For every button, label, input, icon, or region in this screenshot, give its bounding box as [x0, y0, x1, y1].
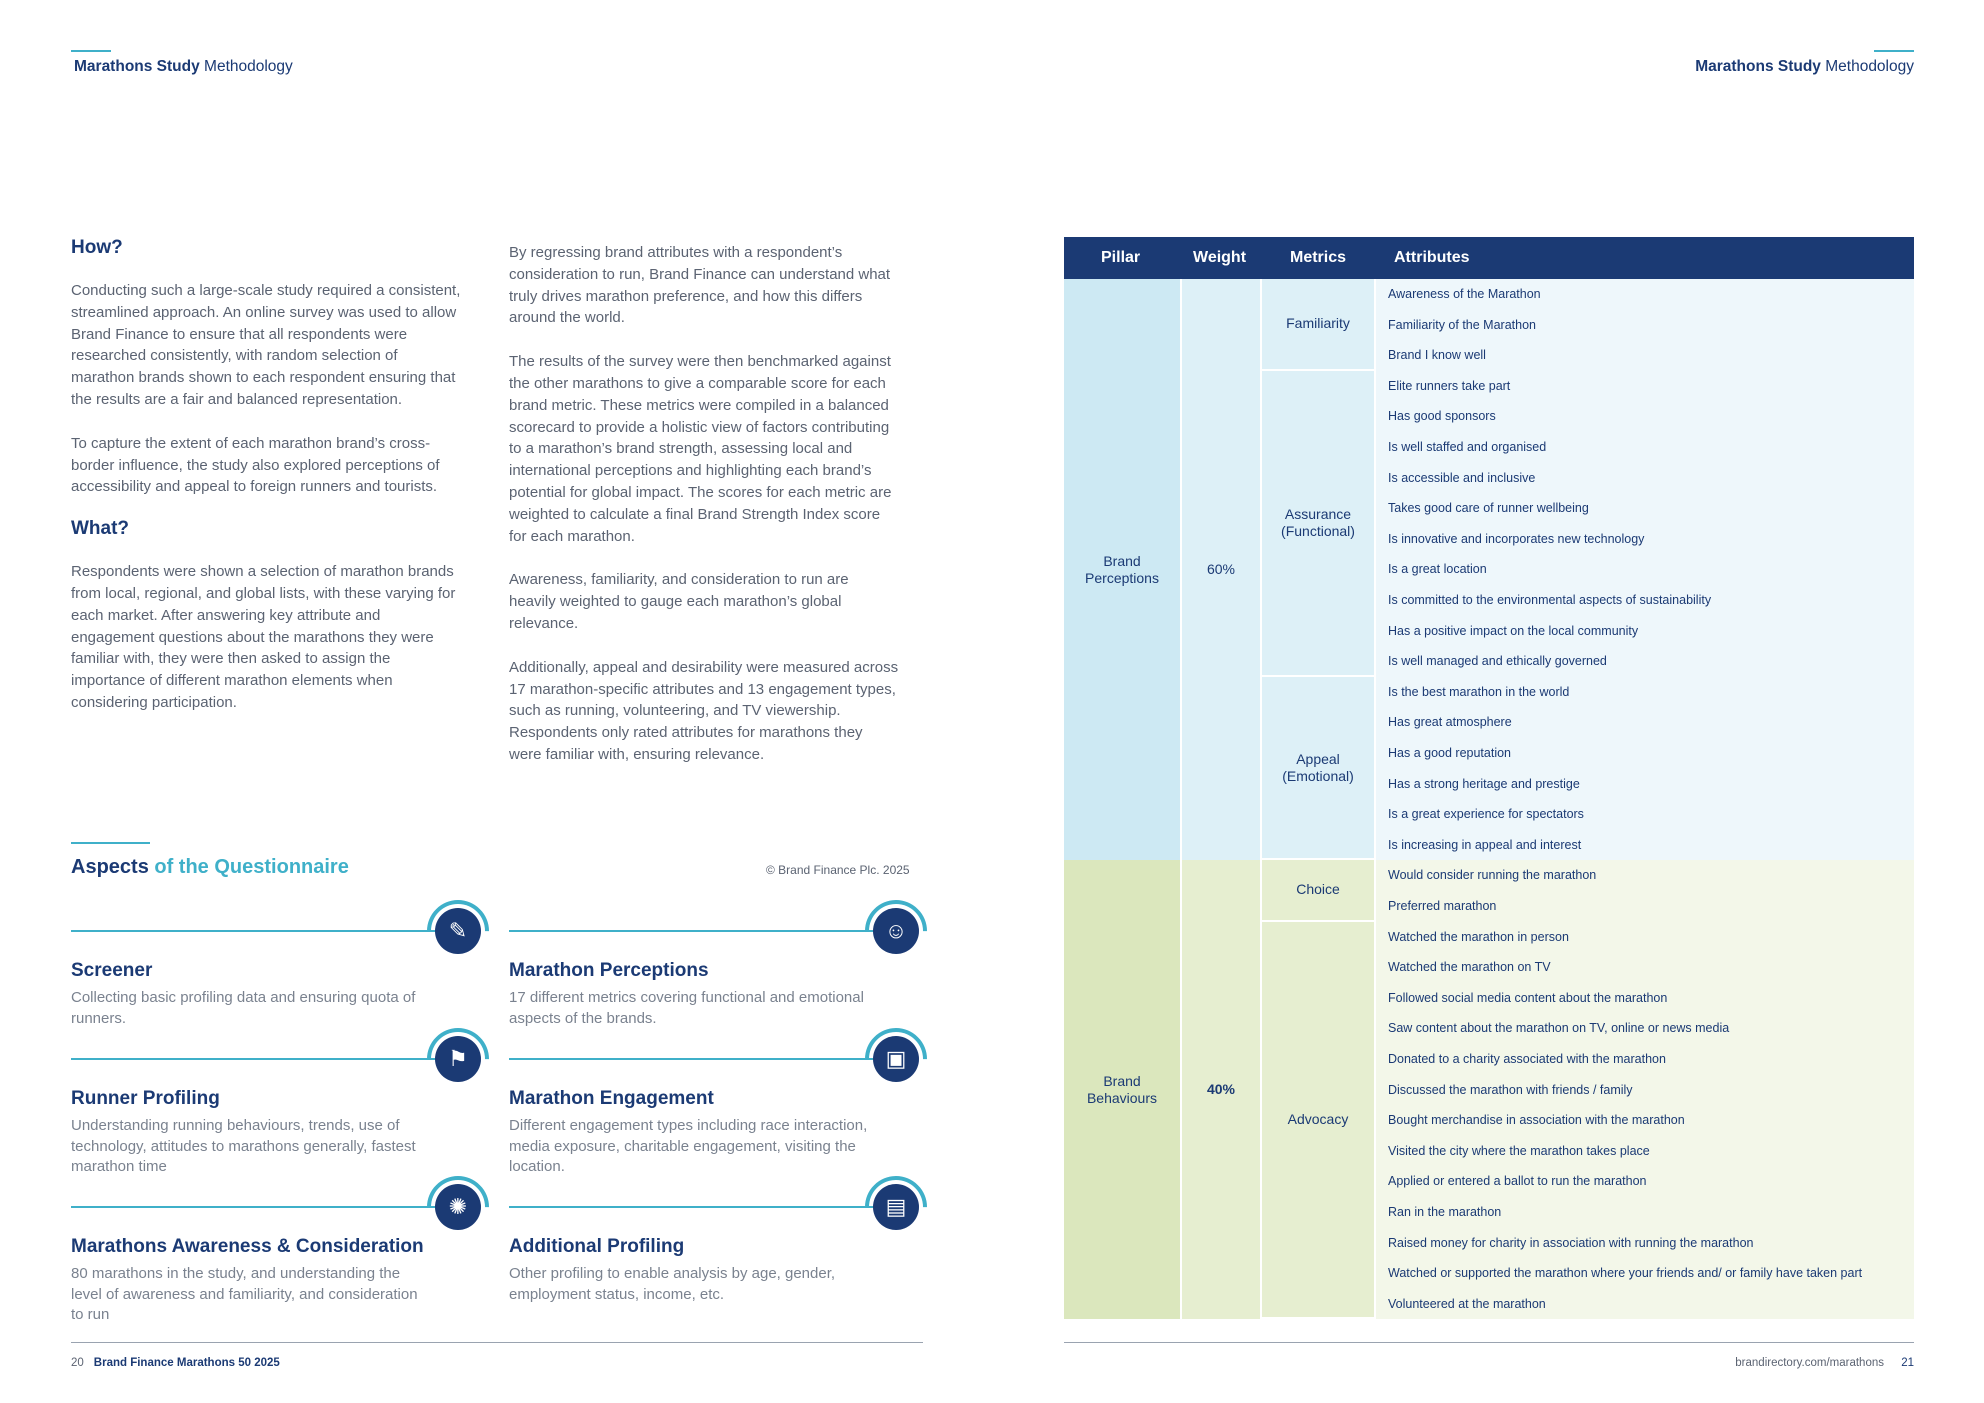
attribute-list: [1376, 922, 1914, 1320]
method-paragraph-2: The results of the survey were then benchmarked against the other marathons to give a comparable score for each brand metric. These metrics were compiled in a balanced scorecard to provide a holistic view of factors contributing to a marathon’s brand strength, assessing local and international perceptions and highlighting each brand’s potential for global impact. The scores for each metric are weighted to calculate a final Brand Strength Index score for each marathon.: [509, 353, 892, 545]
aspect-title: Marathons Awareness & Consideration: [71, 1236, 424, 1257]
aspect-title: Runner Profiling: [71, 1088, 220, 1109]
attribute-row: Ran in the marathon: [1388, 1204, 1502, 1219]
what-paragraph-1: Respondents were shown a selection of marathon brands from local, regional, and global lists, with these varying for each market. After answering key attribute and engagement questions about the marathons they were familiar with, they were then asked to assign the importance of different marathon elements when considering participation.: [71, 563, 456, 711]
attribute-row: Has great atmosphere: [1388, 715, 1512, 730]
aspect-description: Other profiling to enable analysis by age, gender, employment status, income, etc.: [509, 1265, 836, 1303]
aspect-description: Understanding running behaviours, trends, use of technology, attitudes to marathons generally, fastest marathon time: [71, 1117, 416, 1175]
page-header-right: [1695, 58, 1914, 76]
clipboard-icon: ✎: [435, 908, 481, 954]
attribute-list: [1376, 860, 1914, 921]
attribute-row: Has a strong heritage and prestige: [1388, 776, 1580, 791]
attribute-row: Is accessible and inclusive: [1388, 470, 1536, 485]
metric-cell: Familiarity: [1262, 279, 1374, 369]
aspect-title: Marathon Perceptions: [509, 960, 709, 981]
attribute-row: Has good sponsors: [1388, 409, 1496, 424]
header-pillar: Pillar: [1101, 249, 1141, 266]
attribute-row: Saw content about the marathon on TV, online or news media: [1388, 1021, 1730, 1036]
attribute-row: Discussed the marathon with friends / family: [1388, 1082, 1633, 1097]
aspect-rule: [71, 930, 447, 932]
publication-title: Brand Finance Marathons 50 2025: [93, 1357, 280, 1369]
aspects-title-bold: Aspects: [71, 856, 149, 878]
tv-icon: ▣: [873, 1036, 919, 1082]
table-header: [1064, 237, 1914, 279]
attribute-row: Takes good care of runner wellbeing: [1388, 501, 1589, 516]
page-number-right: 21: [1901, 1357, 1914, 1369]
what-heading: What?: [71, 518, 130, 540]
header-metrics: Metrics: [1290, 249, 1347, 266]
attribute-row: Familiarity of the Marathon: [1388, 317, 1536, 332]
lightbulb-icon: ✺: [435, 1184, 481, 1230]
weight-cell: 60%: [1182, 279, 1260, 860]
metric-cell: Appeal (Emotional): [1262, 677, 1374, 859]
attribute-row: Is increasing in appeal and interest: [1388, 837, 1582, 852]
attribute-row: Would consider running the marathon: [1388, 868, 1597, 883]
page-number-left: 20: [71, 1357, 84, 1369]
method-paragraph-4: Additionally, appeal and desirability were measured across 17 marathon-specific attributes and 13 engagement types, such as running, volunteering, and TV viewership. Respondents only rated attributes for marathons they were familiar with, ensuring relevance.: [509, 658, 899, 763]
attribute-row: Is the best marathon in the world: [1388, 684, 1570, 699]
attribute-row: Is a great location: [1388, 562, 1487, 577]
aspect-title: Additional Profiling: [509, 1236, 685, 1257]
method-paragraph-1: By regressing brand attributes with a respondent’s consideration to run, Brand Finance can understand what truly drives marathon preference, and how this differs around the world.: [509, 244, 891, 327]
text-column-middle: [509, 242, 899, 788]
how-paragraph-2: To capture the extent of each marathon brand’s cross-border influence, the study also explored perceptions of accessibility and appeal to foreign runners and tourists.: [71, 434, 440, 496]
aspects-title: [71, 856, 349, 879]
running-shoe-icon: ⚑: [435, 1036, 481, 1082]
pillar-cell: Brand Behaviours: [1064, 860, 1180, 1319]
attribute-row: Elite runners take part: [1388, 378, 1511, 393]
text-column-left: [71, 237, 461, 736]
attribute-row: Is well managed and ethically governed: [1388, 654, 1607, 669]
aspect-title: Screener: [71, 960, 153, 981]
attribute-row: Raised money for charity in association with running the marathon: [1388, 1235, 1754, 1250]
footer-left: [71, 1357, 280, 1369]
aspect-rule: [509, 1206, 885, 1208]
header-attributes: Attributes: [1394, 249, 1470, 266]
aspects-accent-bar: [71, 842, 150, 844]
footer-right: [1735, 1357, 1914, 1369]
footer-rule-right: [1064, 1342, 1914, 1343]
header-bold: Marathons Study: [74, 58, 200, 75]
header-light: Methodology: [204, 58, 293, 75]
attribute-row: Is well staffed and organised: [1388, 439, 1547, 454]
method-paragraph-3: Awareness, familiarity, and consideration to run are heavily weighted to gauge each marathon’s global relevance.: [509, 571, 849, 632]
attribute-row: Is a great experience for spectators: [1388, 807, 1584, 822]
attribute-row: Bought merchandise in association with the marathon: [1388, 1113, 1685, 1128]
attribute-row: Is committed to the environmental aspects of sustainability: [1388, 592, 1712, 607]
how-paragraph-1: Conducting such a large-scale study required a consistent, streamlined approach. An online survey was used to allow Brand Finance to ensure that all respondents were researched consistently, with random selection of marathon brands shown to each respondent ensuring that the results are a fair and balanced representation.: [71, 282, 461, 408]
aspect-description: Different engagement types including race interaction, media exposure, charitable engagement, visiting the location.: [509, 1117, 868, 1175]
aspect-rule: [509, 930, 885, 932]
header-weight: Weight: [1193, 249, 1247, 266]
id-card-icon: ▤: [873, 1184, 919, 1230]
attribute-row: Watched the marathon in person: [1388, 929, 1569, 944]
attribute-list: [1376, 279, 1914, 371]
attribute-row: Applied or entered a ballot to run the marathon: [1388, 1174, 1647, 1189]
header-light: Methodology: [1825, 58, 1914, 75]
attribute-list: [1376, 371, 1914, 677]
page-header-left: [74, 58, 293, 76]
attribute-row: Has a positive impact on the local community: [1388, 623, 1639, 638]
attribute-row: Has a good reputation: [1388, 745, 1512, 760]
weight-cell: 40%: [1182, 860, 1260, 1319]
attribute-row: Volunteered at the marathon: [1388, 1296, 1546, 1311]
attribute-row: Watched the marathon on TV: [1388, 960, 1551, 975]
header-bold: Marathons Study: [1695, 58, 1821, 75]
aspect-description: 80 marathons in the study, and understanding the level of awareness and familiarity, and consideration to run: [71, 1265, 418, 1323]
attribute-row: Preferred marathon: [1388, 898, 1497, 913]
aspect-rule: [71, 1206, 447, 1208]
attribute-list: [1376, 677, 1914, 861]
footer-rule-left: [71, 1342, 923, 1343]
attribute-row: Watched or supported the marathon where your friends and/ or family have taken part: [1388, 1266, 1863, 1281]
attribute-row: Visited the city where the marathon takes place: [1388, 1143, 1650, 1158]
attribute-row: Is innovative and incorporates new technology: [1388, 531, 1645, 546]
metric-cell: Advocacy: [1262, 922, 1374, 1318]
aspect-rule: [509, 1058, 885, 1060]
aspect-description: Collecting basic profiling data and ensuring quota of runners.: [71, 989, 416, 1027]
attribute-row: Followed social media content about the marathon: [1388, 990, 1668, 1005]
footer-url: brandirectory.com/marathons: [1735, 1357, 1884, 1369]
copyright-text: © Brand Finance Plc. 2025: [766, 863, 910, 877]
head-icon: ☺: [873, 908, 919, 954]
metric-cell: Choice: [1262, 860, 1374, 919]
attribute-row: Donated to a charity associated with the marathon: [1388, 1051, 1666, 1066]
aspect-description: 17 different metrics covering functional and emotional aspects of the brands.: [509, 989, 864, 1027]
pillar-cell: Brand Perceptions: [1064, 279, 1180, 860]
aspects-title-accent: of the Questionnaire: [154, 856, 349, 878]
aspect-title: Marathon Engagement: [509, 1088, 714, 1109]
attribute-row: Awareness of the Marathon: [1388, 287, 1541, 301]
aspect-rule: [71, 1058, 447, 1060]
metric-cell: Assurance (Functional): [1262, 371, 1374, 675]
attribute-row: Brand I know well: [1388, 348, 1486, 363]
how-heading: How?: [71, 237, 123, 258]
